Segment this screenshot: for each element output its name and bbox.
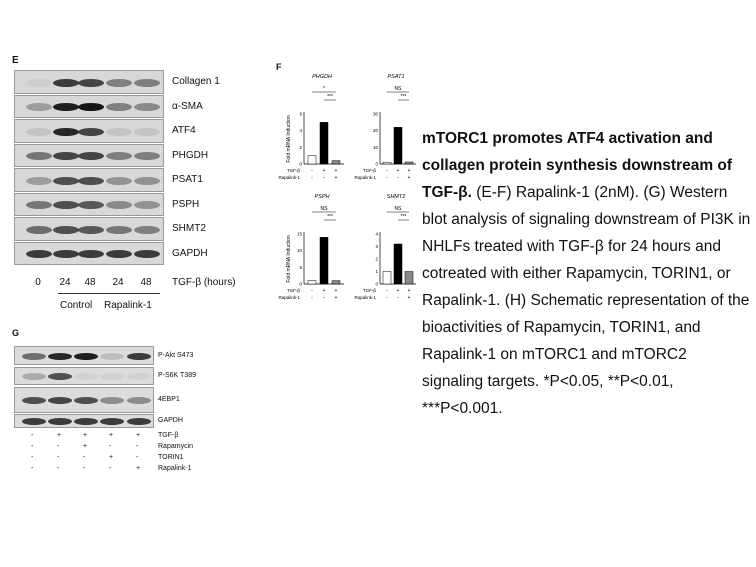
treatment-sign: -	[386, 288, 388, 294]
blot-band	[134, 201, 160, 209]
blot-band	[22, 397, 46, 404]
treatment-sign: +	[407, 175, 411, 181]
y-tick-label: 0	[299, 281, 302, 287]
blot-band	[26, 103, 52, 111]
y-tick-label: 1	[375, 269, 378, 274]
sig-annotation: ***	[400, 214, 407, 220]
treatment-sign: -	[109, 443, 112, 450]
treatment-sign: -	[57, 465, 60, 472]
panel-e-row-label: PSAT1	[172, 174, 203, 185]
panel-e-time-label: TGF-β (hours)	[172, 277, 236, 288]
treatment-sign: -	[31, 454, 34, 461]
treatment-sign: +	[396, 168, 400, 174]
treatment-sign: -	[57, 443, 60, 450]
panel-e-row-label: Collagen 1	[172, 76, 220, 87]
treatment-label: Rapalink-1	[278, 295, 300, 300]
treatment-sign: -	[83, 454, 86, 461]
blot-band	[106, 152, 132, 160]
treatment-sign: +	[396, 288, 400, 294]
treatment-sign: +	[334, 288, 338, 294]
sig-annotation: ***	[327, 94, 333, 100]
chart-title: PSAT1	[387, 74, 405, 80]
blot-band	[26, 79, 52, 87]
panel-g-row-label: GAPDH	[158, 417, 183, 424]
chart-title: PSPH	[314, 194, 330, 200]
y-tick-label: 15	[296, 231, 302, 237]
panel-e-lane-label: 0	[35, 277, 41, 288]
y-tick-label: 10	[372, 144, 378, 150]
blot-band	[134, 226, 160, 234]
bar	[308, 156, 316, 164]
panel-f-charts	[270, 62, 420, 312]
panel-e-lane-label: 24	[112, 277, 124, 288]
treatment-sign: +	[136, 465, 141, 472]
blot-band	[74, 373, 98, 380]
treatment-sign: +	[407, 288, 411, 294]
blot-band	[53, 177, 79, 185]
y-tick-label: 30	[372, 111, 378, 117]
figure-caption	[422, 125, 752, 422]
panel-e-row-label: GAPDH	[172, 247, 208, 259]
caption-title: mTORC1 promotes ATF4 activation and collagen protein synthesis downstream of TGF-β.	[422, 130, 733, 201]
blot-band	[106, 128, 132, 136]
treatment-sign: -	[397, 175, 399, 181]
treatment-sign: +	[407, 168, 411, 174]
treatment-label: Rapalink-1	[354, 295, 376, 300]
treatment-sign: +	[109, 454, 114, 461]
y-tick-label: 5	[299, 264, 302, 270]
treatment-sign: -	[397, 295, 399, 301]
panel-e-lane-label: 24	[59, 277, 71, 288]
blot-band	[78, 79, 104, 87]
panel-f-label: F	[276, 62, 282, 72]
blot-band	[53, 128, 79, 136]
blot-band	[78, 226, 104, 234]
panel-g-blot-strip	[14, 414, 154, 428]
bar	[332, 161, 340, 164]
treatment-sign: +	[407, 295, 411, 301]
panel-g-blot-strip	[14, 367, 154, 385]
panel-e-blot-strip	[14, 144, 164, 168]
treatment-sign: +	[83, 443, 88, 450]
rapalink-group-label: Rapalink-1	[104, 300, 152, 311]
blot-band	[106, 201, 132, 209]
blot-band	[78, 177, 104, 185]
treatment-sign: +	[57, 432, 62, 439]
treatment-label: TGF-β	[286, 288, 300, 293]
panel-e-row-label: ATF4	[172, 125, 196, 136]
blot-band	[74, 397, 98, 404]
blot-band	[78, 103, 104, 111]
blot-band	[48, 353, 72, 360]
panel-e-blot-strip	[14, 119, 164, 143]
blot-band	[106, 177, 132, 185]
blot-band	[127, 397, 151, 404]
rapalink-group-line	[104, 293, 160, 294]
blot-band	[78, 201, 104, 209]
blot-band	[48, 397, 72, 404]
sig-annotation: ***	[400, 94, 407, 100]
bar	[308, 281, 316, 284]
treatment-label: TGF-β	[362, 168, 376, 173]
treatment-sign: -	[323, 175, 325, 181]
blot-band	[26, 128, 52, 136]
blot-band	[26, 201, 52, 209]
y-tick-label: 10	[296, 248, 302, 254]
panel-e-blot-strip	[14, 70, 164, 94]
blot-band	[106, 103, 132, 111]
blot-band	[48, 373, 72, 380]
panel-e-blot-strip	[14, 95, 164, 119]
treatment-sign: -	[109, 465, 112, 472]
treatment-sign: -	[386, 295, 388, 301]
panel-e-lane-label: 48	[84, 277, 96, 288]
control-group-label: Control	[60, 300, 93, 311]
blot-band	[106, 250, 132, 258]
blot-band	[78, 250, 104, 258]
blot-band	[26, 250, 52, 258]
treatment-label: Rapalink-1	[354, 175, 376, 180]
y-tick-label: 20	[372, 128, 378, 134]
panel-e-blot-strip	[14, 217, 164, 241]
blot-band	[134, 152, 160, 160]
y-axis-label: Fold mRNA Induction	[286, 115, 292, 163]
bar	[383, 162, 391, 164]
panel-e-row-label: α-SMA	[172, 100, 203, 112]
treatment-sign: -	[31, 432, 34, 439]
treatment-sign: -	[31, 465, 34, 472]
panel-g-label: G	[12, 328, 20, 338]
blot-band	[134, 79, 160, 87]
treatment-sign: +	[109, 432, 114, 439]
blot-band	[53, 201, 79, 209]
y-tick-label: 0	[375, 161, 378, 167]
blot-band	[53, 250, 79, 258]
blot-band	[127, 373, 151, 380]
bar	[320, 122, 328, 164]
y-tick-label: 3	[375, 244, 378, 249]
sig-annotation: ***	[327, 214, 333, 220]
blot-band	[48, 418, 72, 425]
y-tick-label: 4	[375, 231, 378, 237]
bar	[394, 244, 402, 284]
panel-g-blot-strip	[14, 346, 154, 365]
treatment-sign: -	[323, 295, 325, 301]
treatment-sign: -	[311, 288, 313, 294]
blot-band	[100, 397, 124, 404]
blot-band	[127, 418, 151, 425]
panel-e-row-label: SHMT2	[172, 223, 206, 234]
panel-g-row-label: P-S6K T389	[158, 372, 197, 379]
sig-annotation: NS	[394, 206, 402, 212]
bar	[383, 272, 391, 285]
blot-band	[106, 226, 132, 234]
bar	[332, 281, 340, 284]
blot-band	[134, 103, 160, 111]
blot-band	[26, 226, 52, 234]
bar	[394, 127, 402, 164]
sig-annotation: NS	[320, 206, 328, 212]
y-tick-label: 2	[375, 256, 378, 262]
treatment-name: Rapalink-1	[158, 465, 192, 472]
panel-g-blot-strip	[14, 387, 154, 413]
treatment-sign: -	[386, 175, 388, 181]
treatment-sign: +	[83, 432, 88, 439]
control-group-line	[58, 293, 108, 294]
treatment-sign: +	[322, 288, 326, 294]
treatment-sign: +	[334, 168, 338, 174]
bar	[320, 237, 328, 284]
sig-annotation: NS	[394, 86, 402, 92]
chart-title: SHMT2	[386, 194, 406, 200]
blot-band	[78, 152, 104, 160]
blot-band	[100, 353, 124, 360]
treatment-sign: -	[136, 454, 139, 461]
blot-band	[22, 373, 46, 380]
y-tick-label: 6	[299, 111, 302, 117]
panel-e-blot-strip	[14, 168, 164, 192]
y-tick-label: 0	[375, 281, 378, 287]
blot-band	[100, 373, 124, 380]
treatment-sign: -	[311, 295, 313, 301]
panel-e-lane-label: 48	[140, 277, 152, 288]
treatment-name: Rapamycin	[158, 443, 194, 450]
y-tick-label: 4	[299, 128, 302, 134]
treatment-sign: -	[31, 443, 34, 450]
blot-band	[134, 128, 160, 136]
blot-band	[26, 152, 52, 160]
y-tick-label: 2	[299, 144, 302, 150]
treatment-sign: -	[311, 168, 313, 174]
blot-band	[53, 79, 79, 87]
treatment-name: TORIN1	[158, 454, 184, 461]
y-tick-label: 0	[299, 161, 302, 167]
treatment-sign: -	[57, 454, 60, 461]
treatment-label: TGF-β	[362, 288, 376, 293]
treatment-sign: +	[136, 432, 141, 439]
blot-band	[134, 177, 160, 185]
panel-g-row-label: 4EBP1	[158, 396, 180, 403]
blot-band	[134, 250, 160, 258]
blot-band	[26, 177, 52, 185]
panel-e-row-label: PSPH	[172, 198, 200, 210]
panel-e-blot-strip	[14, 193, 164, 217]
bar	[405, 272, 413, 285]
treatment-sign: +	[334, 295, 338, 301]
panel-e-blot-strip	[14, 242, 164, 266]
treatment-sign: +	[334, 175, 338, 181]
treatment-sign: -	[311, 175, 313, 181]
panel-e-row-label: PHGDH	[172, 149, 209, 161]
treatment-sign: +	[322, 168, 326, 174]
panel-g-row-label: P-Akt S473	[158, 351, 194, 359]
bar	[405, 162, 413, 164]
caption-body: (E-F) Rapalink-1 (2nM). (G) Western blot analysis of signaling downstream of PI3K in NHLFs treated with TGF-β for 24 hours and cotreated with either Rapamycin, TORIN1, or Rapalink-1. (H) Schematic representation of the bioactivities of Rapamycin, TORIN1, and Rapalink-1 on mTORC1 and mTORC2 signaling targets. *P<0.05, **P<0.01, ***P<0.001.	[422, 184, 751, 417]
treatment-label: TGF-β	[286, 168, 300, 173]
sig-annotation: *	[323, 86, 325, 92]
blot-band	[106, 79, 132, 87]
treatment-sign: -	[386, 168, 388, 174]
y-axis-label: Fold mRNA Induction	[286, 235, 292, 283]
blot-band	[100, 418, 124, 425]
chart-title: PHGDH	[312, 74, 332, 80]
treatment-label: Rapalink-1	[278, 175, 300, 180]
blot-band	[22, 353, 46, 360]
blot-band	[53, 152, 79, 160]
blot-band	[53, 103, 79, 111]
blot-band	[53, 226, 79, 234]
treatment-name: TGF-β	[158, 432, 179, 439]
blot-band	[74, 418, 98, 425]
treatment-sign: -	[136, 443, 139, 450]
blot-band	[74, 353, 98, 360]
blot-band	[127, 353, 151, 360]
blot-band	[78, 128, 104, 136]
treatment-sign: -	[83, 465, 86, 472]
panel-e-label: E	[12, 55, 19, 66]
blot-band	[22, 418, 46, 425]
